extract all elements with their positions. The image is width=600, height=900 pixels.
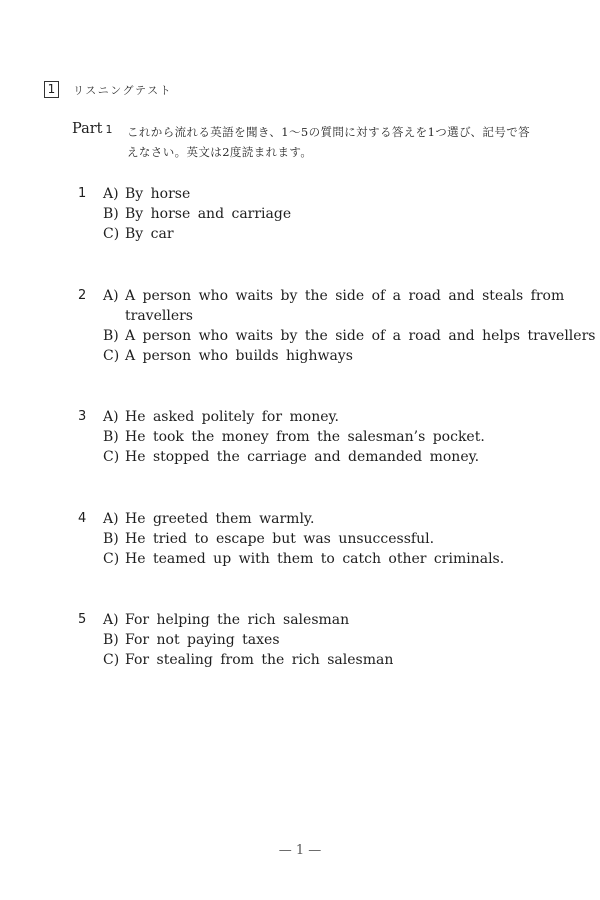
option-text: For not paying taxes [125,632,280,648]
option-letter: A) [103,511,119,527]
option-letter: C) [103,226,120,242]
option-a [103,407,339,427]
option-letter: C) [103,652,120,668]
option-letter: A) [103,288,119,304]
option-text: A person who builds highways [125,348,353,364]
option-b [103,204,291,224]
question-number: 4 [78,511,87,526]
option-a [103,610,349,630]
option-b [103,326,595,346]
option-text: He teamed up with them to catch other criminals. [125,551,505,567]
option-letter: C) [103,449,120,465]
option-b [103,630,280,650]
option-text: He tried to escape but was unsuccessful. [125,531,435,547]
page-number: — 1 — [278,843,322,858]
option-text: For helping the rich salesman [125,612,350,628]
option-letter: C) [103,348,120,364]
option-letter: A) [103,612,119,628]
option-text: A person who waits by the side of a road and helps travellers [125,328,596,344]
option-text: By horse and carriage [125,206,292,222]
option-text: A person who waits by the side of a road and steals from [125,288,565,304]
part-label-text: Part [72,121,103,137]
option-text: He greeted them warmly. [125,511,315,527]
option-a [103,509,314,529]
option-letter: B) [103,632,119,648]
option-a [103,184,190,204]
option-b [103,529,434,549]
question-number: 1 [78,186,87,201]
option-c [103,224,174,244]
question-number: 3 [78,409,87,424]
instructions-line-1: これから流れる英語を聞き、1～5の質問に対する答えを1つ選び、記号で答 [127,125,531,139]
option-letter: B) [103,429,119,445]
option-letter: A) [103,409,119,425]
option-c [103,549,504,569]
option-c [103,447,479,467]
option-text-continued: travellers [125,308,193,324]
part-label [72,121,113,137]
option-letter: B) [103,531,119,547]
instructions-text [127,122,552,162]
part-number: 1 [105,123,113,136]
option-letter: C) [103,551,120,567]
option-letter: A) [103,186,119,202]
section-title: リスニングテスト [73,83,173,97]
option-c [103,346,353,366]
option-a [103,286,564,326]
option-b [103,427,485,447]
option-text: For stealing from the rich salesman [125,652,394,668]
option-text: By car [125,226,174,242]
question-number: 5 [78,612,87,627]
option-letter: B) [103,328,119,344]
instructions-line-2: えなさい。英文は2度読まれます。 [127,145,313,159]
question-number: 2 [78,288,87,303]
option-letter: B) [103,206,119,222]
option-text: He asked politely for money. [125,409,340,425]
section-number-box: 1 [44,81,59,98]
option-text: He stopped the carriage and demanded money. [125,449,480,465]
option-c [103,650,393,670]
section-header [44,81,172,98]
option-text: He took the money from the salesman’s pocket. [125,429,485,445]
option-text: By horse [125,186,191,202]
